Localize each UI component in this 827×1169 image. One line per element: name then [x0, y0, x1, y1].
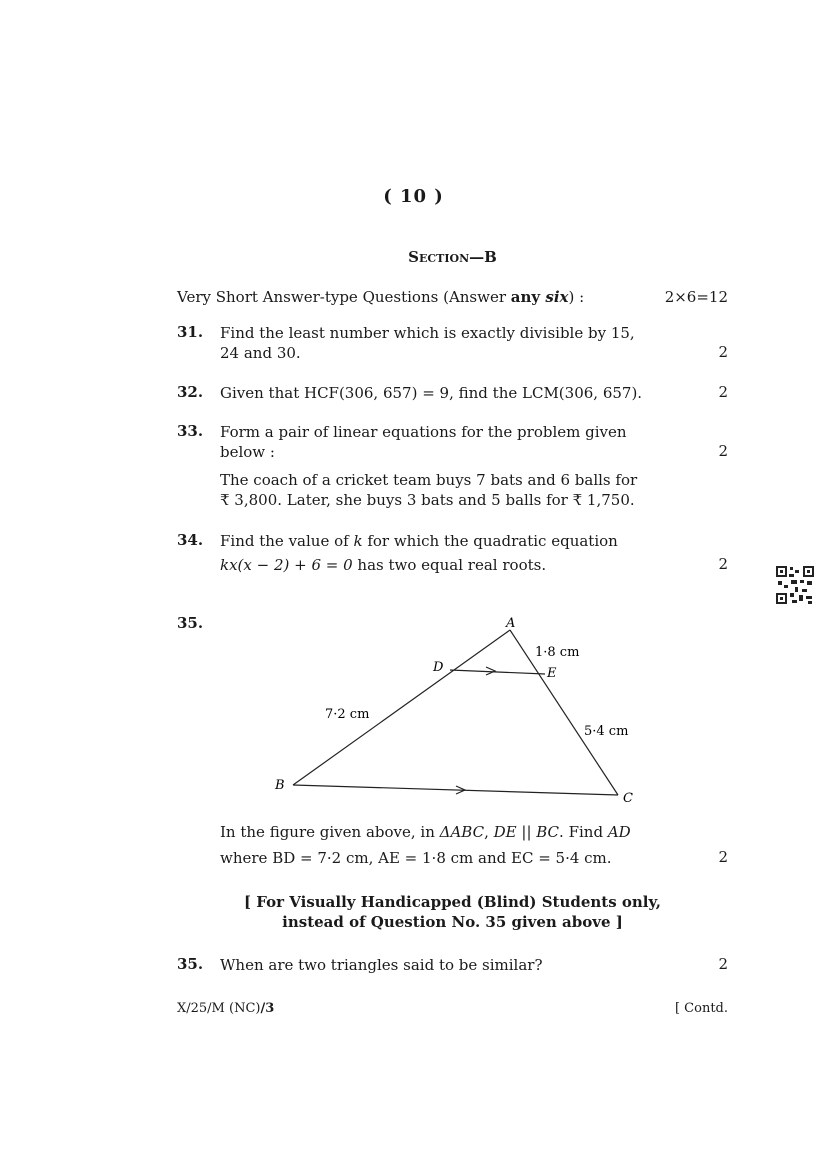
question-line: [220, 555, 690, 575]
find-ad: AD: [607, 823, 631, 841]
paper-code-text: X/25/M (NC): [177, 1001, 261, 1016]
length-bd: 7·2 cm: [325, 707, 370, 722]
question-35: [220, 822, 700, 868]
label-e: E: [547, 666, 557, 681]
segment-de: [450, 670, 545, 674]
instructions-text: Very Short Answer-type Questions (Answer: [177, 288, 511, 306]
question-34: [220, 531, 690, 575]
question-number: 33.: [177, 422, 204, 440]
length-ec: 5·4 cm: [584, 724, 629, 739]
section-prefix: S: [408, 248, 420, 266]
section-heading: [0, 247, 827, 266]
instructions-marks: 2×6=12: [664, 288, 728, 306]
question-line: 24 and 30.: [220, 344, 301, 362]
continued-label: [ Contd.: [674, 1001, 728, 1016]
instructions-tail: ) :: [568, 288, 585, 306]
question-32: Given that HCF(306, 657) = 9, find the LCM(306, 657).: [220, 384, 643, 402]
text-run: ,: [484, 823, 494, 841]
question-line: where BD = 7·2 cm, AE = 1·8 cm and EC = 5·4 cm.: [220, 849, 612, 867]
question-number: 35.: [177, 955, 204, 973]
label-d: D: [433, 660, 444, 675]
question-para: The coach of a cricket team buys 7 bats and 6 balls for: [220, 471, 638, 489]
instructions: [177, 287, 584, 307]
label-b: B: [275, 778, 285, 793]
question-number: 32.: [177, 383, 204, 401]
question-marks: 2: [718, 955, 728, 973]
section-rest: ECTION: [419, 252, 470, 265]
question-para: ₹ 3,800. Later, she buys 3 bats and 5 balls for ₹ 1,750.: [220, 491, 635, 509]
label-c: C: [623, 791, 633, 806]
question-marks: 2: [718, 848, 728, 866]
variable-k: k: [353, 532, 363, 550]
question-line: below :: [220, 443, 275, 461]
text-run: In the figure given above, in: [220, 823, 440, 841]
equation: kx(x − 2) + 6 = 0: [220, 556, 353, 574]
label-a: A: [506, 616, 516, 631]
text-run: for which the quadratic equation: [362, 532, 618, 550]
section-letter: —B: [469, 248, 497, 266]
text-run: . Find: [559, 823, 608, 841]
question-number: 35.: [177, 614, 204, 632]
question-line: Form a pair of linear equations for the problem given: [220, 423, 627, 441]
question-number: 34.: [177, 531, 204, 549]
page-number: ( 10 ): [383, 186, 444, 207]
question-31: [220, 323, 690, 363]
question-marks: 2: [718, 383, 728, 401]
instructions-any: any: [510, 288, 546, 306]
question-line: [220, 531, 690, 551]
question-line: [220, 822, 700, 842]
visually-handicapped-note: [150, 892, 755, 932]
alt-question-35: When are two triangles said to be similar?: [220, 956, 543, 974]
parallel-notation: DE || BC: [493, 823, 560, 841]
question-marks: 2: [718, 555, 728, 573]
question-marks: 2: [718, 442, 728, 460]
paper-code-page: /3: [260, 1001, 275, 1016]
paper-code: [177, 1001, 274, 1016]
text-run: has two equal real roots.: [352, 556, 547, 574]
triangle-figure: [260, 605, 660, 810]
question-33: [220, 422, 690, 510]
question-line: Find the least number which is exactly divisible by 15,: [220, 324, 635, 342]
length-ae: 1·8 cm: [535, 645, 580, 660]
text-run: Find the value of: [220, 532, 354, 550]
question-number: 31.: [177, 323, 204, 341]
side-bc: [293, 785, 618, 795]
qr-code-icon: [775, 565, 815, 605]
triangle-notation: ΔABC: [439, 823, 485, 841]
note-line: [ For Visually Handicapped (Blind) Students only,: [243, 893, 662, 911]
instructions-six: six: [545, 288, 569, 306]
note-line: instead of Question No. 35 given above ]: [282, 913, 623, 931]
question-marks: 2: [718, 343, 728, 361]
